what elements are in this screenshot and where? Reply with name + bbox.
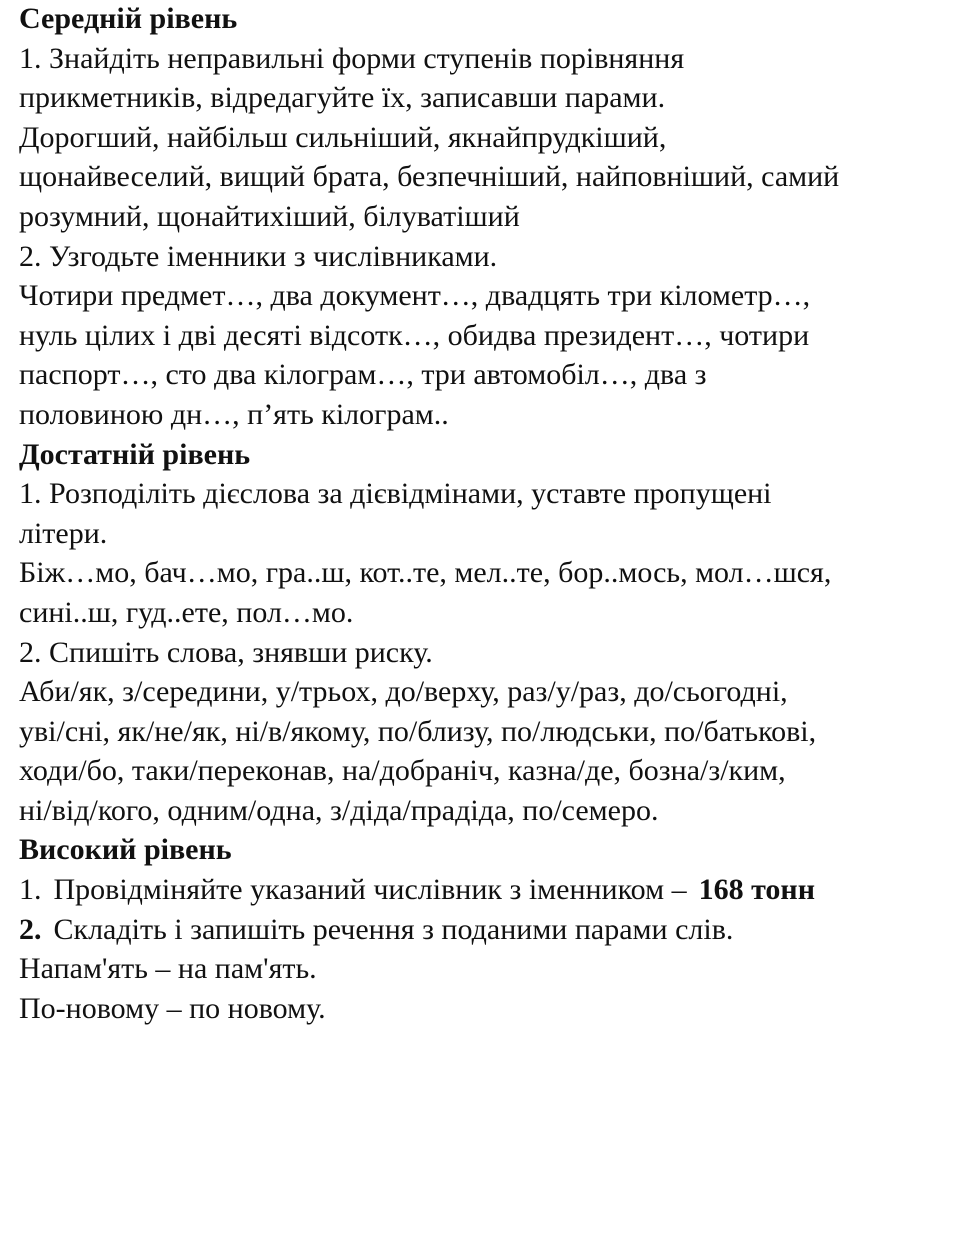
task-find-incorrect-forms	[19, 39, 963, 237]
task-text-line: Аби/як, з/середини, у/трьох, до/верху, раз/у/раз, до/сьогодні,	[19, 675, 788, 709]
task-text-line: 2. Спишіть слова, знявши риску.	[19, 635, 433, 669]
task-text-line: 1. Знайдіть неправильні форми ступенів порівняння	[19, 41, 685, 75]
task-text-line: нуль цілих і дві десяті відсотк…, обидва президент…, чотири	[19, 318, 810, 352]
task-text-line: 2. Узгодьте іменники з числівниками.	[19, 239, 498, 273]
section-high	[19, 830, 963, 1028]
word-pair: Напам'ять – на пам'ять.	[19, 952, 317, 986]
task-verb-conjugations	[19, 474, 963, 632]
task-text-line: літери.	[19, 516, 108, 550]
section-heading: Середній рівень	[19, 2, 238, 35]
task-text-line: уві/сні, як/не/як, ні/в/якому, по/близу, по/людськи, по/батькові,	[19, 714, 817, 748]
task-text-line: щонайвеселий, вищий брата, безпечніший, найповніший, самий	[19, 160, 840, 194]
section-heading: Достатній рівень	[19, 437, 251, 471]
task-decline-numeral	[19, 870, 963, 910]
word-pair: По-новому – по новому.	[19, 991, 326, 1025]
task-number: 2.	[19, 912, 42, 946]
task-number: 1.	[19, 873, 42, 907]
task-text-line: Чотири предмет…, два документ…, двадцять три кілометр…,	[19, 279, 811, 313]
task-text: Провідміняйте указаний числівник з іменником –	[53, 873, 687, 907]
section-sufficient	[19, 435, 963, 831]
task-agree-nouns-numerals	[19, 237, 963, 435]
task-text-line: розумний, щонайтихіший, білуватіший	[19, 199, 520, 233]
task-text-line: ні/від/кого, одним/одна, з/діда/прадіда, по/семеро.	[19, 793, 659, 827]
task-text-line: Дорогший, найбільш сильніший, якнайпрудкіший,	[19, 120, 667, 154]
worksheet	[19, 0, 963, 1028]
section-intermediate	[19, 0, 963, 435]
task-text-line: паспорт…, сто два кілограм…, три автомобіл…, два з	[19, 358, 707, 392]
task-text-line: 1. Розподіліть дієслова за дієвідмінами, уставте пропущені	[19, 477, 772, 511]
section-heading: Високий рівень	[19, 833, 232, 867]
task-text-line: прикметників, відредагуйте їх, записавши парами.	[19, 81, 666, 115]
highlighted-numeral: 168 тонн	[698, 873, 815, 907]
task-text-line: ходи/бо, таки/переконав, на/добраніч, казна/де, бозна/з/ким,	[19, 754, 786, 788]
task-text-line: половиною дн…, п’ять кілограм..	[19, 397, 449, 431]
task-remove-hyphens	[19, 633, 963, 831]
task-compose-sentences	[19, 910, 963, 950]
task-text-line: сині..ш, гуд..ете, пол…мо.	[19, 595, 354, 629]
task-text: Складіть і запишіть речення з поданими парами слів.	[53, 912, 734, 946]
task-text-line: Біж…мо, бач…мо, гра..ш, кот..те, мел..те, бор..мось, мол…шся,	[19, 556, 832, 590]
